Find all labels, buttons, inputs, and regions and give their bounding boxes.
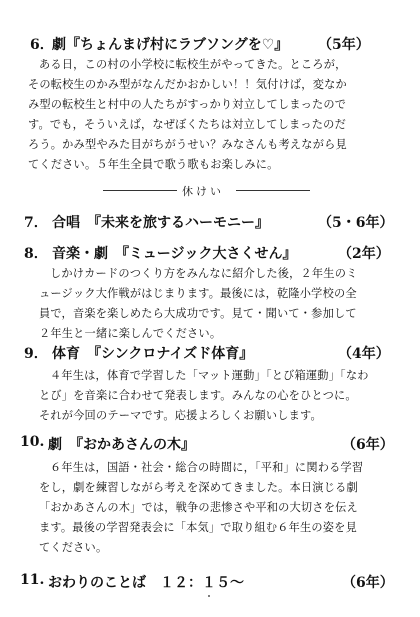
description-line: それが今回のテーマです。応援よろしくお願いします。 bbox=[39, 409, 322, 422]
item-title: 劇 『おかあさんの木』 bbox=[48, 437, 195, 453]
program-item-header bbox=[0, 434, 420, 454]
item-grade: （5・6年） bbox=[318, 215, 394, 231]
scan-speck bbox=[208, 595, 210, 597]
description-line: み型の転校生と村中の人たちがすっかり対立してしまったので bbox=[28, 98, 347, 111]
item-title: 劇『ちょんまげ村にラブソングを♡』 bbox=[52, 37, 289, 53]
item-description bbox=[28, 264, 396, 344]
item-grade: （6年） bbox=[342, 437, 394, 453]
program-item-header bbox=[0, 243, 420, 263]
description-line: ２年生と一緒に楽しんでください。 bbox=[39, 327, 222, 340]
program-item-header bbox=[0, 212, 420, 232]
description-line: をし，劇を練習しながら考えを深めてきました。本日演じる劇 bbox=[39, 481, 358, 494]
description-line: しかけカードのつくり方をみんなに紹介した後，２年生のミ bbox=[50, 267, 358, 280]
description-line: 員で，音楽を楽しめたら大成功です。見て・聞いて・参加して bbox=[39, 307, 357, 320]
item-number: 6． bbox=[30, 37, 54, 53]
item-grade: （2年） bbox=[338, 246, 390, 262]
break-separator bbox=[0, 183, 420, 197]
item-grade: （6年） bbox=[342, 575, 394, 591]
description-line: てください。５年生全員で歌う歌もお楽しみに。 bbox=[28, 158, 279, 171]
description-line: とび」を音楽に合わせて発表します。みんなの心をひとつに。 bbox=[39, 389, 357, 402]
item-description bbox=[28, 55, 396, 175]
description-line: ６年生は，国語・社会・総合の時間に，「平和」に関わる学習 bbox=[50, 461, 364, 474]
item-description bbox=[28, 366, 396, 426]
item-number: 8． bbox=[24, 246, 48, 262]
description-line: ４年生は，体育で学習した「マット運動」「とび箱運動」「なわ bbox=[50, 369, 369, 382]
item-title: 体育 『シンクロナイズド体育』 bbox=[52, 346, 254, 362]
break-label: 休けい bbox=[182, 185, 224, 198]
description-line: ュージック大作戦がはじまります。最後には，乾隆小学校の全 bbox=[39, 287, 357, 300]
description-line: ます。最後の学習発表会に「本気」で取り組む６年生の姿を見 bbox=[39, 521, 357, 534]
item-description bbox=[28, 458, 396, 558]
item-grade: （5年） bbox=[318, 37, 370, 53]
item-number: 9． bbox=[24, 346, 48, 362]
description-line: てください。 bbox=[39, 541, 108, 554]
item-number: 10. bbox=[20, 434, 45, 450]
program-item-header bbox=[0, 343, 420, 363]
description-line: ろう。かみ型やみた目がちがうせい？みなさんも考えながら見 bbox=[28, 138, 347, 151]
separator-line-left bbox=[103, 190, 177, 191]
item-number: 11. bbox=[20, 572, 45, 588]
description-line: 「おかあさんの木」では，戦争の悲惨さや平和の大切さを伝え bbox=[39, 501, 358, 514]
item-number: 7． bbox=[24, 215, 48, 231]
program-item-header bbox=[0, 34, 420, 54]
description-line: す。でも，そういえば，なぜぼくたちは対立してしまったのだ bbox=[28, 118, 346, 131]
item-title: おわりのことば １２：１５～ bbox=[48, 575, 244, 591]
description-line: その転校生のかみ型がなんだかおかしい！！気付けば，変なか bbox=[28, 78, 347, 91]
item-grade: （4年） bbox=[338, 346, 390, 362]
item-title: 音楽・劇 『ミュージック大さくせん』 bbox=[52, 246, 297, 262]
separator-line-right bbox=[236, 190, 310, 191]
description-line: ある日，この村の小学校に転校生がやってきた。ところが， bbox=[39, 58, 347, 71]
program-item-header bbox=[0, 572, 420, 592]
item-title: 合唱 『未来を旅するハーモニー』 bbox=[52, 215, 269, 231]
